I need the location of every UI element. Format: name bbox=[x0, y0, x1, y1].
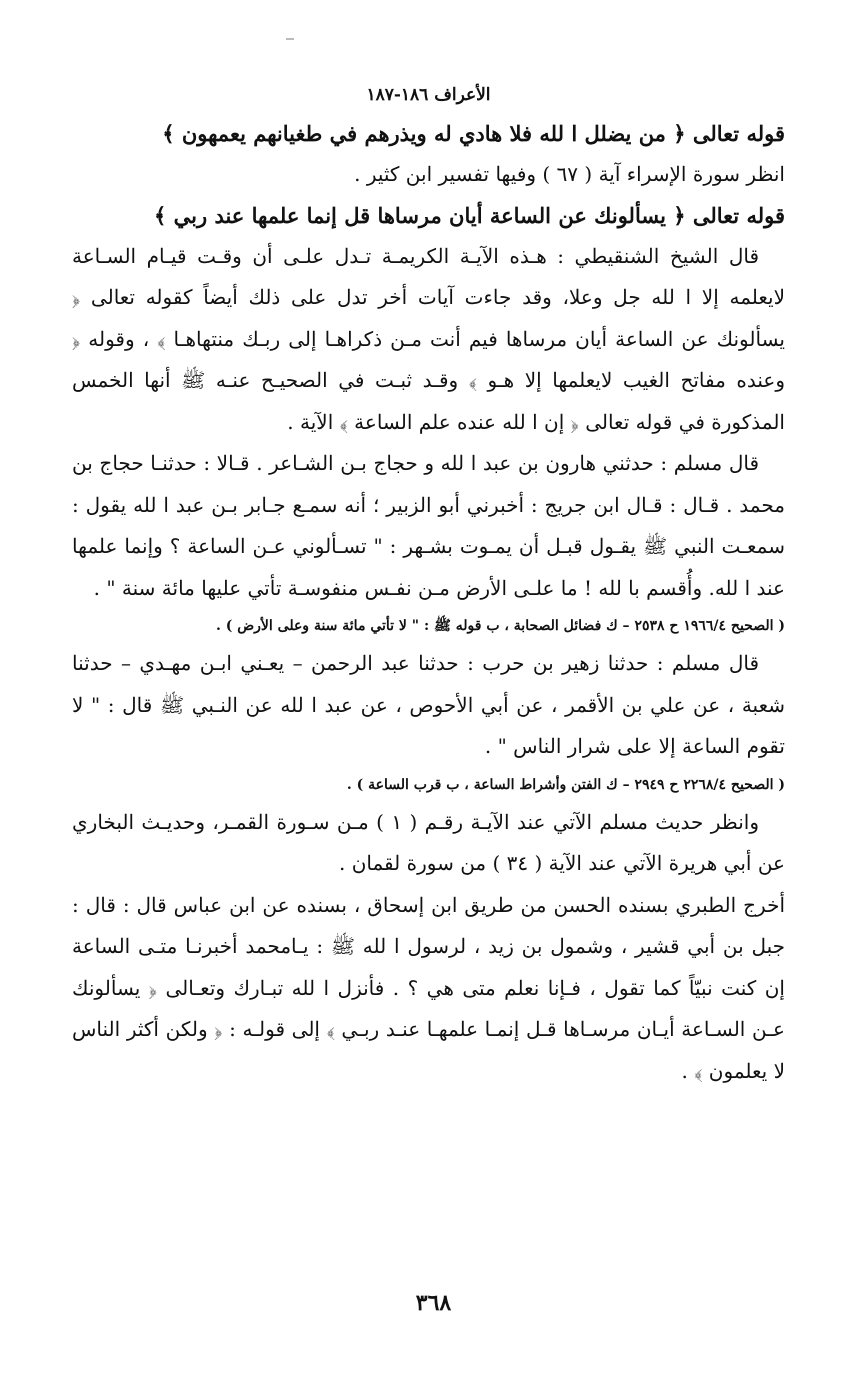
paragraph: وانظر حديث مسلم الآتي عند الآيـة رقـم ( ١ ) مـن سـورة القمـر، وحديـث البخاري عن أبي هريرة الآتي عند الآية ( ٣٤ ) من سورة لقمان . bbox=[72, 809, 785, 875]
paragraph: أخرج الطبري بسنده الحسن من طريق ابن إسحاق ، بسنده عن ابن عباس قال : قال : جبل بن أبي قشير ، وشمول بن زيد ، لرسول ا لله ﷺ : يـامحمد أخبرنـا متـى الساعة إن كنت نبيّاً كما تقول ، فـإنا نعلم متى هي ؟ . فأنزل ا لله تبـارك وتعـالى ﴿ يسألونك عـن السـاعة أيـان مرسـاها قـل إنمـا علمهـا عنـد ربـي ﴾ إلى قولـه : ﴿ ولكن أكثر الناس لا يعلمون ﴾ . bbox=[72, 892, 785, 1083]
verse-heading: قوله تعالى ﴿ من يضلل ا لله فلا هادي له ويذرهم في طغيانهم يعمهون ﴾ bbox=[162, 121, 785, 146]
paragraph: قال مسلم : حدثني هارون بن عبد ا لله و حجاج بـن الشـاعر . قـالا : حدثنـا حجاج بن محمد . قـال : قـال ابن جريج : أخبرني أبو الزبير ؛ أنه سمـع جـابر بـن عبد ا لله يقول : سمعـت النبي ﷺ يقـول قبـل أن يمـوت بشـهر : " تسـألوني عـن الساعة ؟ وإنما علمها عند ا لله. وأُقسم با لله ! ما علـى الأرض مـن نفـس منفوسـة تأتي عليها مائة سنة " . bbox=[72, 451, 785, 600]
running-header: الأعراف ١٨٦-١٨٧ bbox=[366, 85, 491, 105]
page-number: ٣٦٨ bbox=[415, 1290, 452, 1316]
paragraph: قال مسلم : حدثنا زهير بن حرب : حدثنا عبد الرحمن – يعـني ابـن مهـدي – حدثنا شعبة ، عن علي بن الأقمر ، عن أبي الأحوص ، عن عبد ا لله عن النـبي ﷺ قال : " لا تقوم الساعة إلا على شرار الناس " . bbox=[72, 651, 785, 758]
source-citation: ( الصحيح ١٩٦٦/٤ ح ٢٥٣٨ – ك فضائل الصحابة ، ب قوله ﷺ : " لا تأتي مائة سنة وعلى الأرض ) . bbox=[215, 618, 785, 634]
paragraph: انظر سورة الإسراء آية ( ٦٧ ) وفيها تفسير ابن كثير . bbox=[354, 162, 785, 186]
page-content bbox=[72, 82, 785, 1092]
paragraph: قال الشيخ الشنقيطي : هـذه الآيـة الكريمـة تـدل علـى أن وقـت قيـام السـاعة لايعلمه إلا ا لله جل وعلا، وقد جاءت آيات أخر تدل على ذلك أيضاً كقوله تعالى ﴿ يسألونك عن الساعة أيان مرساها فيم أنت مـن ذكراهـا إلى ربـك منتهاهـا ﴾ ، وقوله ﴿ وعنده مفاتح الغيب لايعلمها إلا هـو ﴾ وقـد ثبـت في الصحيـح عنـه ﷺ أنها الخمس المذكورة في قوله تعالى ﴿ إن ا لله عنده علم الساعة ﴾ الآية . bbox=[72, 243, 785, 434]
scan-mark bbox=[286, 38, 294, 40]
verse-heading: قوله تعالى ﴿ يسألونك عن الساعة أيان مرساها قل إنما علمها عند ربي ﴾ bbox=[154, 202, 785, 228]
source-citation: ( الصحيح ٢٢٦٨/٤ ح ٢٩٤٩ – ك الفتن وأشراط الساعة ، ب قرب الساعة ) . bbox=[346, 776, 785, 793]
